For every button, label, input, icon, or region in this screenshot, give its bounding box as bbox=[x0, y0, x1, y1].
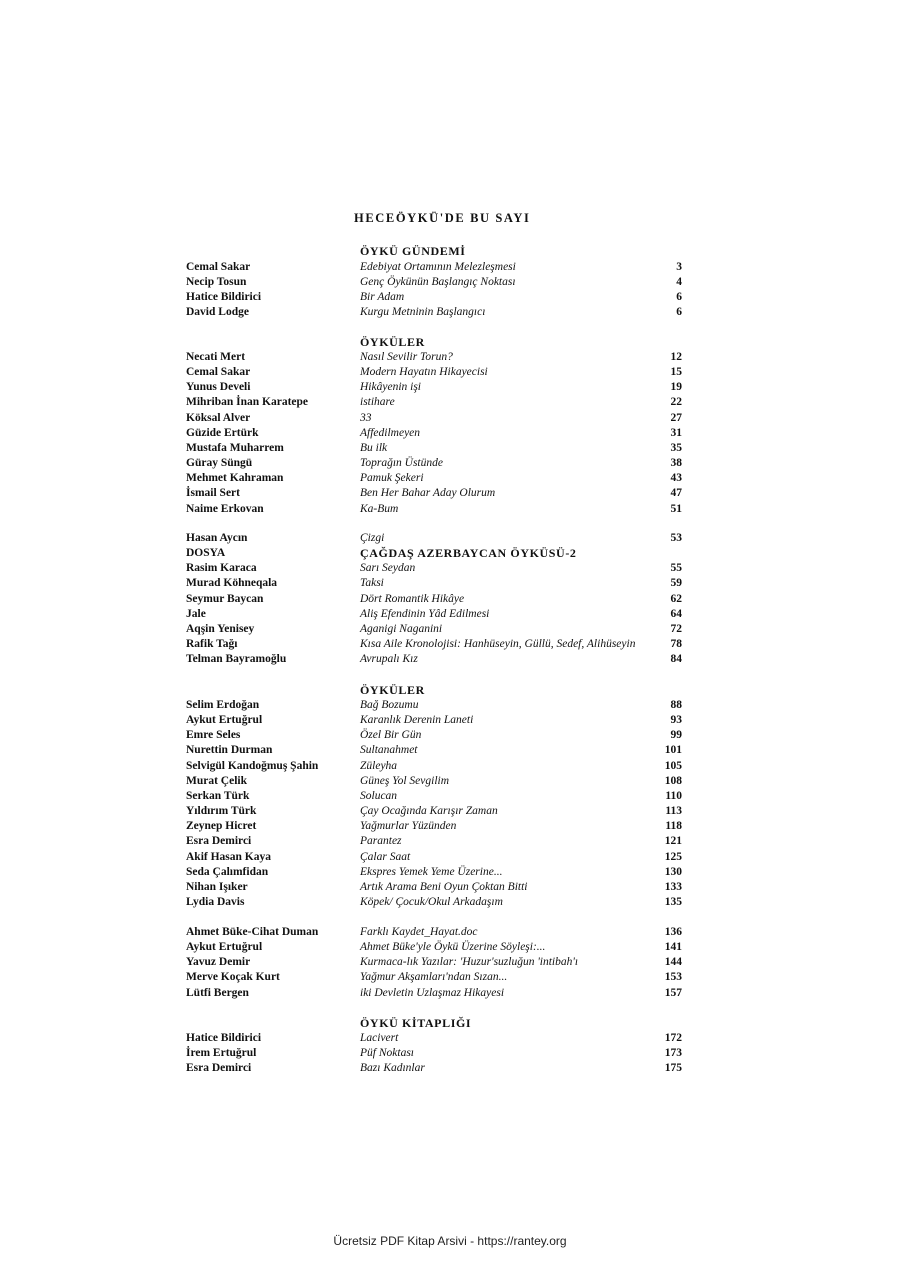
toc-entry bbox=[0, 531, 900, 546]
entry-author: Aykut Ertuğrul bbox=[186, 714, 263, 727]
entry-page-number: 19 bbox=[670, 381, 682, 394]
entry-title: Nasıl Sevilir Torun? bbox=[360, 351, 453, 363]
entry-page-number: 99 bbox=[670, 729, 682, 742]
toc-entry bbox=[0, 380, 900, 395]
toc-entry bbox=[0, 637, 900, 652]
entry-author: Mustafa Muharrem bbox=[186, 441, 284, 454]
entry-author: Murad Köhneqala bbox=[186, 577, 278, 590]
toc-entry bbox=[0, 395, 900, 410]
toc-entry bbox=[0, 576, 900, 591]
entry-title: 33 bbox=[360, 411, 372, 424]
entry-page-number: 6 bbox=[676, 306, 682, 319]
toc-entry bbox=[0, 365, 900, 380]
toc-entry bbox=[0, 955, 900, 970]
entry-author: Rasim Karaca bbox=[186, 562, 257, 575]
toc-entry bbox=[0, 728, 900, 743]
entry-author: Seda Çalımfidan bbox=[186, 865, 269, 878]
entry-page-number: 35 bbox=[670, 441, 682, 454]
entry-author: Cemal Sakar bbox=[186, 366, 251, 379]
entry-page-number: 6 bbox=[676, 291, 682, 304]
entry-author: Hasan Aycın bbox=[186, 532, 248, 544]
toc-entry bbox=[0, 561, 900, 576]
entry-author: Lydia Davis bbox=[186, 895, 245, 908]
entry-page-number: 43 bbox=[670, 472, 682, 485]
entry-page-number: 172 bbox=[664, 1032, 682, 1044]
entry-page-number: 15 bbox=[670, 366, 682, 379]
toc-entry bbox=[0, 486, 900, 501]
entry-author: Nurettin Durman bbox=[186, 744, 273, 757]
entry-title: Artık Arama Beni Oyun Çoktan Bitti bbox=[360, 880, 528, 893]
toc-entry bbox=[0, 759, 900, 774]
entry-title: Bu ilk bbox=[360, 441, 388, 454]
entry-page-number: 173 bbox=[664, 1047, 682, 1060]
entry-page-number: 72 bbox=[670, 622, 682, 635]
entry-title: Çalar Saat bbox=[360, 850, 411, 863]
entry-title: Taksi bbox=[360, 577, 384, 590]
toc-entry bbox=[0, 774, 900, 789]
entry-page-number: 4 bbox=[676, 276, 682, 289]
toc-entry bbox=[0, 260, 900, 275]
entry-page-number: 84 bbox=[670, 653, 682, 666]
entry-page-number: 113 bbox=[665, 805, 682, 818]
toc-entry bbox=[0, 986, 900, 1001]
entry-author: Aykut Ertuğrul bbox=[186, 941, 263, 954]
entry-title: Kısa Aile Kronolojisi: Hanhüseyin, Güllü, Sedef, Alihüseyin bbox=[360, 638, 636, 651]
toc-entry bbox=[0, 789, 900, 804]
entry-page-number: 136 bbox=[664, 926, 682, 938]
toc-entry bbox=[0, 880, 900, 895]
dossier-title: ÇAĞDAŞ AZERBAYCAN ÖYKÜSÜ-2 bbox=[360, 546, 577, 561]
entry-author: Akif Hasan Kaya bbox=[186, 850, 271, 863]
section-heading: ÖYKÜ KİTAPLIĞI bbox=[360, 1016, 472, 1030]
entry-title: Sarı Seydan bbox=[360, 562, 416, 575]
toc-entry bbox=[0, 652, 900, 667]
section-heading: ÖYKÜLER bbox=[360, 683, 425, 697]
entry-title: iki Devletin Uzlaşmaz Hikayesi bbox=[360, 986, 505, 999]
entry-author: Serkan Türk bbox=[186, 789, 250, 802]
entry-author: Ahmet Büke-Cihat Duman bbox=[186, 926, 319, 938]
entry-page-number: 141 bbox=[664, 941, 682, 954]
entry-author: DOSYA bbox=[186, 547, 226, 560]
entry-title: Köpek/ Çocuk/Okul Arkadaşım bbox=[360, 895, 503, 908]
entry-title: Sultanahmet bbox=[360, 744, 418, 757]
toc-entry bbox=[0, 607, 900, 622]
entry-page-number: 31 bbox=[670, 426, 682, 439]
entry-author: Merve Koçak Kurt bbox=[186, 971, 280, 984]
entry-page-number: 93 bbox=[670, 714, 682, 727]
entry-page-number: 101 bbox=[664, 744, 682, 757]
toc-entry bbox=[0, 1046, 900, 1061]
entry-author: Köksal Alver bbox=[186, 411, 251, 424]
entry-page-number: 135 bbox=[664, 895, 682, 908]
toc-entry bbox=[0, 713, 900, 728]
entry-title: Aganigi Naganini bbox=[360, 622, 443, 635]
entry-author: Necati Mert bbox=[186, 351, 246, 363]
entry-title: Hikâyenin işi bbox=[360, 381, 421, 394]
toc-entry bbox=[0, 698, 900, 713]
entry-title: Edebiyat Ortamının Melezleşmesi bbox=[360, 261, 516, 273]
entry-title: Özel Bir Gün bbox=[360, 729, 422, 742]
entry-author: Telman Bayramoğlu bbox=[186, 653, 287, 666]
toc-entry bbox=[0, 865, 900, 880]
entry-title: istihare bbox=[360, 396, 395, 409]
entry-page-number: 78 bbox=[670, 638, 682, 651]
toc-entry bbox=[0, 290, 900, 305]
toc-entry bbox=[0, 456, 900, 471]
entry-author: David Lodge bbox=[186, 306, 249, 319]
entry-page-number: 27 bbox=[670, 411, 682, 424]
toc-entry bbox=[0, 305, 900, 320]
entry-author: Seymur Baycan bbox=[186, 592, 264, 605]
page-title: HECEÖYKÜ'DE BU SAYI bbox=[354, 211, 531, 225]
entry-page-number: 125 bbox=[664, 850, 682, 863]
entry-page-number: 3 bbox=[676, 261, 682, 273]
entry-title: Toprağın Üstünde bbox=[360, 457, 443, 470]
entry-title: Parantez bbox=[360, 835, 402, 848]
entry-author: Aqşin Yenisey bbox=[186, 622, 255, 635]
entry-page-number: 59 bbox=[670, 577, 682, 590]
toc-entry bbox=[0, 1061, 900, 1076]
footer-note: Ücretsiz PDF Kitap Arsivi - https://rantey.org bbox=[333, 1234, 567, 1248]
toc-entry bbox=[0, 804, 900, 819]
entry-author: Hatice Bildirici bbox=[186, 291, 262, 304]
entry-title: Solucan bbox=[360, 789, 398, 802]
entry-author: İsmail Sert bbox=[186, 487, 240, 500]
toc-entry bbox=[0, 622, 900, 637]
entry-title: Çay Ocağında Karışır Zaman bbox=[360, 805, 498, 818]
entry-title: Kurmaca-lık Yazılar: 'Huzur'suzluğun 'intibah'ı bbox=[360, 956, 579, 969]
entry-page-number: 53 bbox=[670, 532, 682, 544]
entry-title: Pamuk Şekeri bbox=[360, 472, 424, 485]
entry-page-number: 55 bbox=[670, 562, 682, 575]
entry-title: Farklı Kaydet_Hayat.doc bbox=[360, 926, 478, 938]
toc-entry bbox=[0, 426, 900, 441]
entry-page-number: 144 bbox=[664, 956, 682, 969]
entry-author: Murat Çelik bbox=[186, 774, 248, 787]
entry-title: Bir Adam bbox=[360, 291, 405, 304]
entry-page-number: 108 bbox=[664, 774, 682, 787]
toc-entry bbox=[0, 895, 900, 910]
entry-title: Güneş Yol Sevgilim bbox=[360, 774, 450, 787]
entry-title: Avrupalı Kız bbox=[360, 653, 418, 666]
entry-author: Yavuz Demir bbox=[186, 956, 251, 969]
toc-entry bbox=[0, 743, 900, 758]
entry-page-number: 47 bbox=[670, 487, 682, 500]
entry-page-number: 12 bbox=[670, 351, 682, 363]
entry-author: Yıldırım Türk bbox=[186, 805, 257, 818]
section-heading: ÖYKÜ GÜNDEMİ bbox=[360, 244, 466, 258]
entry-page-number: 88 bbox=[670, 699, 682, 711]
entry-title: Yağmurlar Yüzünden bbox=[360, 820, 457, 833]
entry-author: Jale bbox=[186, 607, 206, 620]
toc-entry bbox=[0, 834, 900, 849]
entry-title: Ka-Bum bbox=[360, 502, 399, 515]
entry-page-number: 175 bbox=[664, 1062, 682, 1075]
entry-title: Genç Öykünün Başlangıç Noktası bbox=[360, 276, 516, 289]
entry-author: Naime Erkovan bbox=[186, 502, 264, 515]
toc-entry bbox=[0, 1031, 900, 1046]
entry-author: Mehmet Kahraman bbox=[186, 472, 284, 485]
entry-page-number: 110 bbox=[665, 789, 682, 802]
entry-page-number: 51 bbox=[670, 502, 682, 515]
toc-entry bbox=[0, 940, 900, 955]
entry-title: Aliş Efendinin Yâd Edilmesi bbox=[360, 607, 490, 620]
entry-page-number: 118 bbox=[665, 820, 682, 833]
entry-author: Zeynep Hicret bbox=[186, 820, 257, 833]
entry-author: Yunus Develi bbox=[186, 381, 251, 394]
entry-title: Karanlık Derenin Laneti bbox=[360, 714, 474, 727]
entry-author: Selim Erdoğan bbox=[186, 699, 260, 711]
entry-page-number: 133 bbox=[664, 880, 682, 893]
entry-author: Hatice Bildirici bbox=[186, 1032, 262, 1044]
section-heading: ÖYKÜLER bbox=[360, 335, 425, 349]
entry-title: Affedilmeyen bbox=[360, 426, 421, 439]
entry-page-number: 105 bbox=[664, 759, 682, 772]
toc-entry bbox=[0, 350, 900, 365]
entry-title: Ben Her Bahar Aday Olurum bbox=[360, 487, 496, 500]
entry-author: Mihriban İnan Karatepe bbox=[186, 396, 309, 409]
toc-entry bbox=[0, 819, 900, 834]
entry-page-number: 130 bbox=[664, 865, 682, 878]
entry-title: Bazı Kadınlar bbox=[360, 1062, 425, 1075]
toc-entry bbox=[0, 471, 900, 486]
entry-title: Kurgu Metninin Başlangıcı bbox=[360, 306, 486, 319]
toc-entry bbox=[0, 441, 900, 456]
entry-author: Necip Tosun bbox=[186, 276, 247, 289]
toc-entry bbox=[0, 546, 900, 561]
toc-entry bbox=[0, 925, 900, 940]
entry-author: Emre Seles bbox=[186, 729, 241, 742]
entry-title: Ahmet Büke'yle Öykü Üzerine Söyleşi:... bbox=[360, 941, 546, 954]
entry-author: Lütfi Bergen bbox=[186, 986, 249, 999]
entry-title: Züleyha bbox=[360, 759, 398, 772]
entry-page-number: 62 bbox=[670, 592, 682, 605]
entry-author: Nihan Işıker bbox=[186, 880, 248, 893]
entry-author: Esra Demirci bbox=[186, 1062, 252, 1075]
entry-author: İrem Ertuğrul bbox=[186, 1047, 257, 1060]
toc-entry bbox=[0, 970, 900, 985]
entry-title: Dört Romantik Hikâye bbox=[360, 592, 465, 605]
entry-page-number: 153 bbox=[664, 971, 682, 984]
entry-author: Rafik Tağı bbox=[186, 638, 238, 651]
toc-entry bbox=[0, 411, 900, 426]
entry-page-number: 22 bbox=[670, 396, 682, 409]
entry-title: Modern Hayatın Hikayecisi bbox=[360, 366, 488, 379]
entry-page-number: 38 bbox=[670, 457, 682, 470]
toc-entry bbox=[0, 275, 900, 290]
entry-title: Lacivert bbox=[360, 1032, 399, 1044]
entry-title: Bağ Bozumu bbox=[360, 699, 419, 711]
toc-entry bbox=[0, 850, 900, 865]
toc-entry bbox=[0, 592, 900, 607]
entry-title: Ekspres Yemek Yeme Üzerine... bbox=[360, 865, 503, 878]
entry-title: Püf Noktası bbox=[360, 1047, 414, 1060]
entry-title: Çizgi bbox=[360, 532, 385, 544]
entry-author: Güzide Ertürk bbox=[186, 426, 259, 439]
entry-page-number: 157 bbox=[664, 986, 682, 999]
entry-page-number: 121 bbox=[664, 835, 682, 848]
toc-entry bbox=[0, 502, 900, 517]
entry-author: Selvigül Kandoğmuş Şahin bbox=[186, 759, 319, 772]
entry-page-number: 64 bbox=[670, 607, 682, 620]
entry-author: Güray Süngü bbox=[186, 457, 253, 470]
entry-title: Yağmur Akşamları'ndan Sızan... bbox=[360, 971, 508, 984]
entry-author: Esra Demirci bbox=[186, 835, 252, 848]
entry-author: Cemal Sakar bbox=[186, 261, 251, 273]
